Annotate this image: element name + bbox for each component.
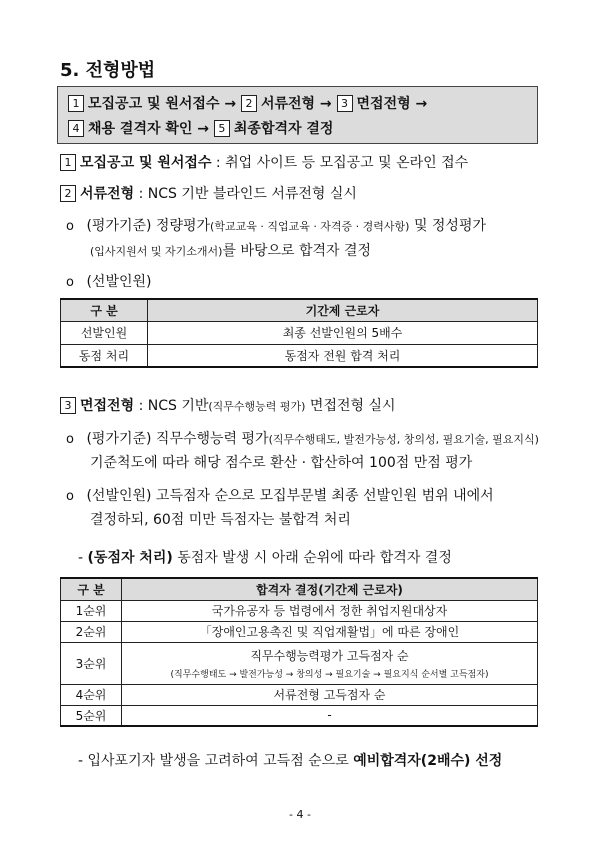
process-flow-box xyxy=(57,86,538,144)
step3-desc: : NCS 기반 xyxy=(138,398,209,414)
table-cell: 「장애인고용촉진 및 직업재활법」에 따른 장애인 xyxy=(122,621,538,642)
flow-step-label: 모집공고 및 원서접수 → xyxy=(88,96,237,112)
step-num: 1 xyxy=(60,154,76,171)
step2-criteria-line1 xyxy=(66,215,486,235)
table-cell: 동점 처리 xyxy=(61,344,148,367)
table-row xyxy=(61,642,538,684)
step2-desc: : NCS 기반 블라인드 서류전형 실시 xyxy=(138,186,357,202)
step-num: 2 xyxy=(60,185,76,202)
step2-criteria-line2 xyxy=(90,240,371,260)
reserve-emphasis: 예비합격자(2배수) 선정 xyxy=(353,753,503,769)
bullet: o xyxy=(66,489,74,504)
table-row xyxy=(61,344,538,367)
table-cell: 3순위 xyxy=(61,642,122,684)
flow-step-label: 서류전형 → xyxy=(260,96,332,112)
selection-text: (선발인원) 고득점자 순으로 모집부문별 최종 선발인원 범위 내에서 xyxy=(86,488,494,504)
table-row xyxy=(61,621,538,642)
flow-step-num: 4 xyxy=(68,120,84,137)
step3-selection-line2: 결정하되, 60점 미만 득점자는 불합격 처리 xyxy=(90,512,351,528)
table-row xyxy=(61,321,538,344)
flow-line-2 xyxy=(68,118,333,138)
step3-title: 면접전형 xyxy=(80,398,135,414)
criteria-detail: (입사지원서 및 자기소개서) xyxy=(90,245,223,258)
reserve-line xyxy=(78,750,502,770)
flow-step-label: 최종합격자 결정 xyxy=(233,121,334,137)
criteria-text: (평가기준) 직무수행능력 평가 xyxy=(86,431,269,447)
flow-line-1 xyxy=(68,93,427,113)
table-row xyxy=(61,600,538,621)
page-number: - 4 - xyxy=(289,808,311,821)
tie-text: 동점자 발생 시 아래 순위에 따라 합격자 결정 xyxy=(177,550,452,566)
selection-label: (선발인원) xyxy=(86,274,152,290)
table-header: 구 분 xyxy=(61,299,148,321)
step3-desc: 면접전형 실시 xyxy=(309,398,396,414)
table-cell: 선발인원 xyxy=(61,321,148,344)
step3-desc-detail: (직무수행능력 평가) xyxy=(208,400,306,413)
table-cell: 동점자 전원 합격 처리 xyxy=(148,344,538,367)
step2-table xyxy=(60,298,538,368)
table-header: 구 분 xyxy=(61,578,122,600)
table-cell-main: 직무수행능력평가 고득점자 순 xyxy=(250,648,409,663)
flow-step-label: 면접전형 → xyxy=(356,96,428,112)
step3-criteria-line1 xyxy=(66,428,539,448)
table-cell: 2순위 xyxy=(61,621,122,642)
table-cell: 서류전형 고득점자 순 xyxy=(122,684,538,705)
flow-step-num: 5 xyxy=(214,120,230,137)
step1-desc: : 취업 사이트 등 모집공고 및 온라인 접수 xyxy=(215,155,469,171)
flow-step-num: 1 xyxy=(68,95,84,112)
bullet: o xyxy=(66,219,74,234)
table-cell: 5순위 xyxy=(61,705,122,726)
bullet: o xyxy=(66,432,74,447)
reserve-text: - 입사포기자 발생을 고려하여 고득점 순으로 xyxy=(78,753,349,769)
step2-title: 서류전형 xyxy=(80,186,135,202)
tie-label: (동점자 처리) xyxy=(87,550,173,566)
criteria-detail: (학교교육 · 직업교육 · 자격증 · 경력사항) xyxy=(210,220,410,233)
criteria-text: 를 바탕으로 합격자 결정 xyxy=(222,243,372,259)
flow-step-label: 채용 결격자 확인 → xyxy=(88,121,210,137)
table-cell: 4순위 xyxy=(61,684,122,705)
table-cell: 국가유공자 등 법령에서 정한 취업지원대상자 xyxy=(122,600,538,621)
step2-line xyxy=(60,183,357,203)
dash: - xyxy=(78,550,84,566)
flow-step-num: 2 xyxy=(241,95,257,112)
flow-step-num: 3 xyxy=(337,95,353,112)
step3-selection-line1 xyxy=(66,485,494,505)
table-cell-note: (직무수행태도 → 발전가능성 → 창의성 → 필요기술 → 필요지식 순서별 고득점자) xyxy=(170,669,489,680)
table-cell: 최종 선발인원의 5배수 xyxy=(148,321,538,344)
step-num: 3 xyxy=(60,397,76,414)
table-cell: - xyxy=(122,705,538,726)
step3-table xyxy=(60,577,538,727)
bullet: o xyxy=(66,275,74,290)
table-cell xyxy=(122,642,538,684)
step2-selection-label xyxy=(66,271,151,291)
criteria-text: (평가기준) 정량평가 xyxy=(86,218,211,234)
table-row xyxy=(61,705,538,726)
table-header: 합격자 결정(기간제 근로자) xyxy=(122,578,538,600)
tie-rule-line xyxy=(78,547,452,567)
criteria-text: 및 정성평가 xyxy=(413,218,487,234)
step1-title: 모집공고 및 원서접수 xyxy=(80,155,212,171)
table-row xyxy=(61,684,538,705)
table-header: 기간제 근로자 xyxy=(148,299,538,321)
step3-criteria-line2: 기준척도에 따라 해당 점수로 환산 · 합산하여 100점 만점 평가 xyxy=(90,455,473,471)
step3-line xyxy=(60,395,396,415)
table-cell: 1순위 xyxy=(61,600,122,621)
step1-line xyxy=(60,152,468,172)
criteria-detail: (직무수행태도, 발전가능성, 창의성, 필요기술, 필요지식) xyxy=(268,433,539,446)
section-title: 5. 전형방법 xyxy=(60,60,156,81)
